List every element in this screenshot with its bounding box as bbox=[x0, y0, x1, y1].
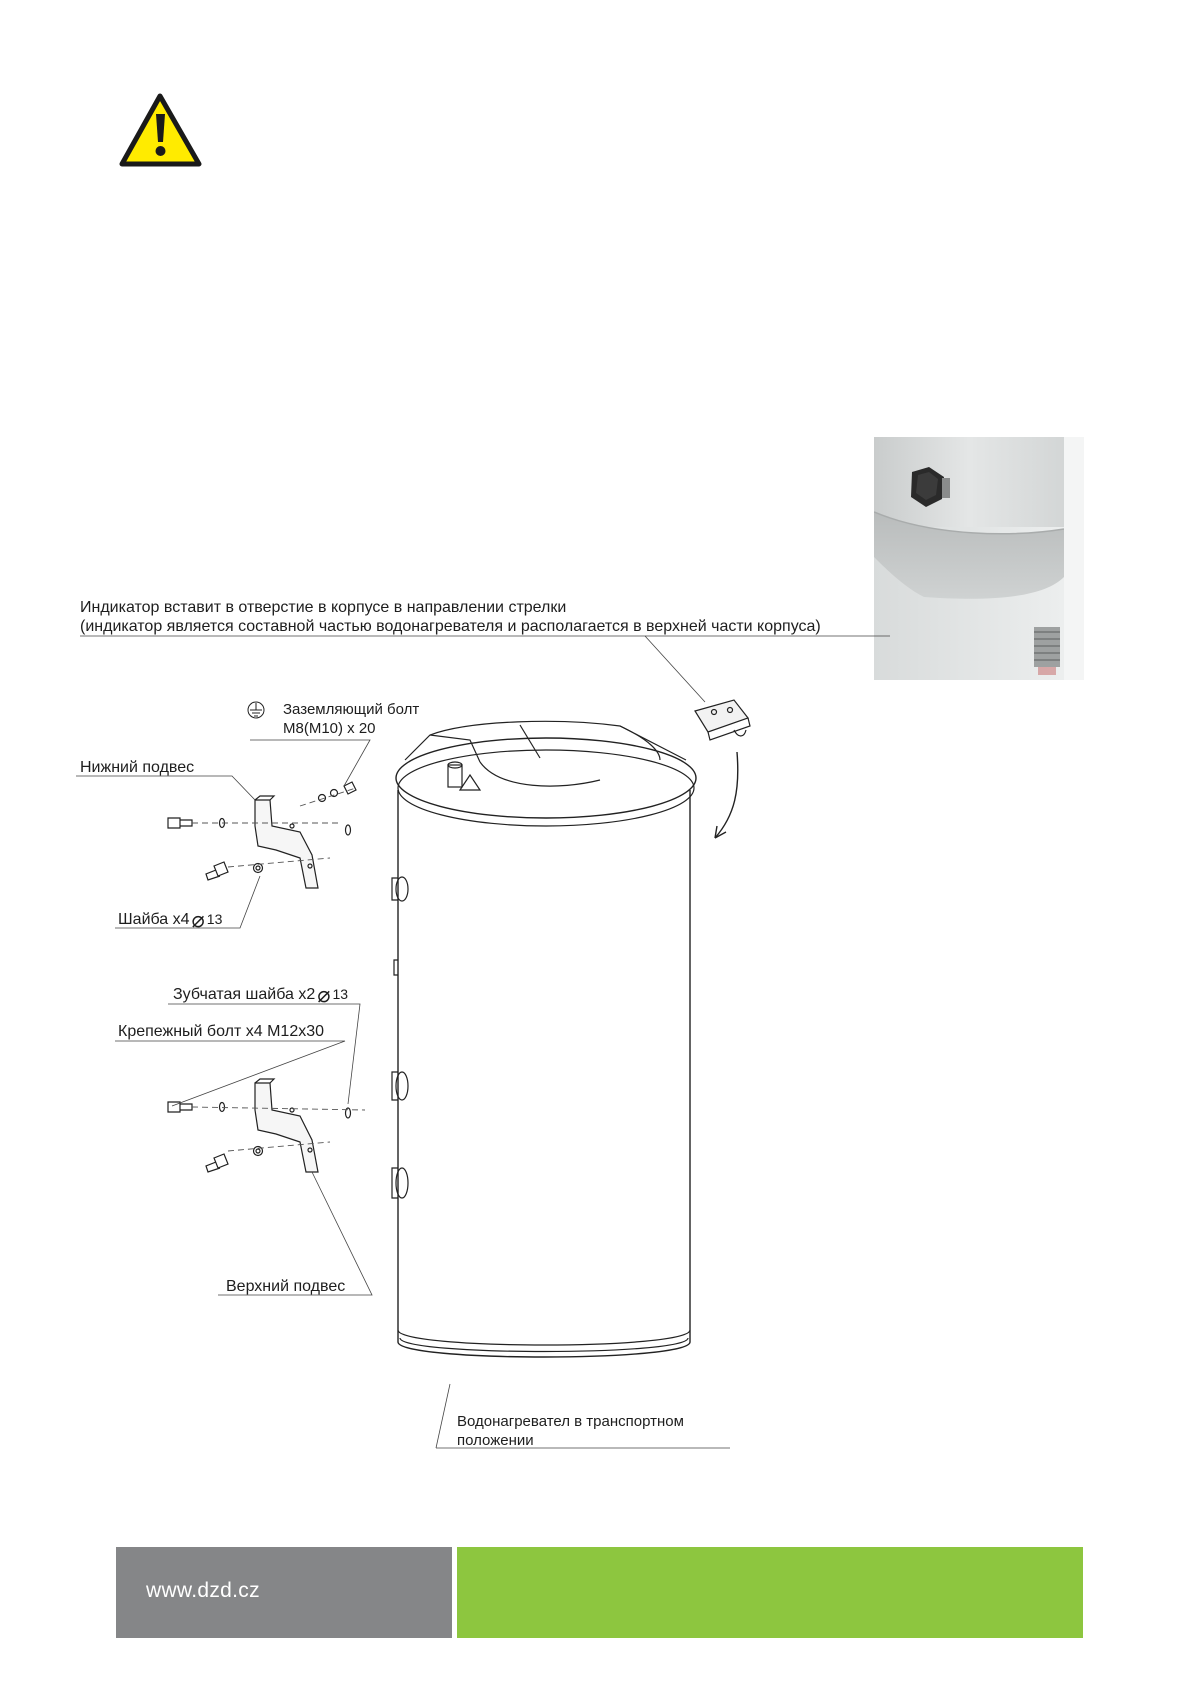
upper-hanger-label: Верхний подвес bbox=[226, 1278, 346, 1295]
lower-hanger-label: Нижний подвес bbox=[80, 759, 195, 776]
diameter-icon: ⌀ bbox=[191, 907, 205, 932]
grounding-bolt-size-label: M8(M10) x 20 bbox=[283, 720, 376, 737]
grounding-bolt-label: Заземляющий болт bbox=[283, 701, 420, 718]
transport-position-label-line1: Водонагревател в транспортном bbox=[457, 1413, 684, 1430]
footer-url-link[interactable]: www.dzd.cz bbox=[146, 1579, 260, 1602]
footer-right-bar bbox=[457, 1547, 1083, 1638]
footer-left-bar bbox=[116, 1547, 452, 1638]
mounting-bolt-label: Крепежный болт x4 M12x30 bbox=[118, 1023, 325, 1040]
indicator-note-line1: Индикатор вставит в отверстие в корпусе в направлении стрелки bbox=[80, 599, 567, 616]
indicator-note-line2: (индикатор является составной частью водонагревателя и располагается в верхней части корпуса) bbox=[80, 618, 821, 635]
transport-position-label-line2: положении bbox=[457, 1432, 534, 1449]
toothed-washer-label: Зубчатая шайба x2⌀ 13 bbox=[173, 982, 349, 1007]
diameter-icon: ⌀ bbox=[317, 982, 331, 1007]
washer-label: Шайба x4⌀ 13 bbox=[118, 907, 223, 932]
